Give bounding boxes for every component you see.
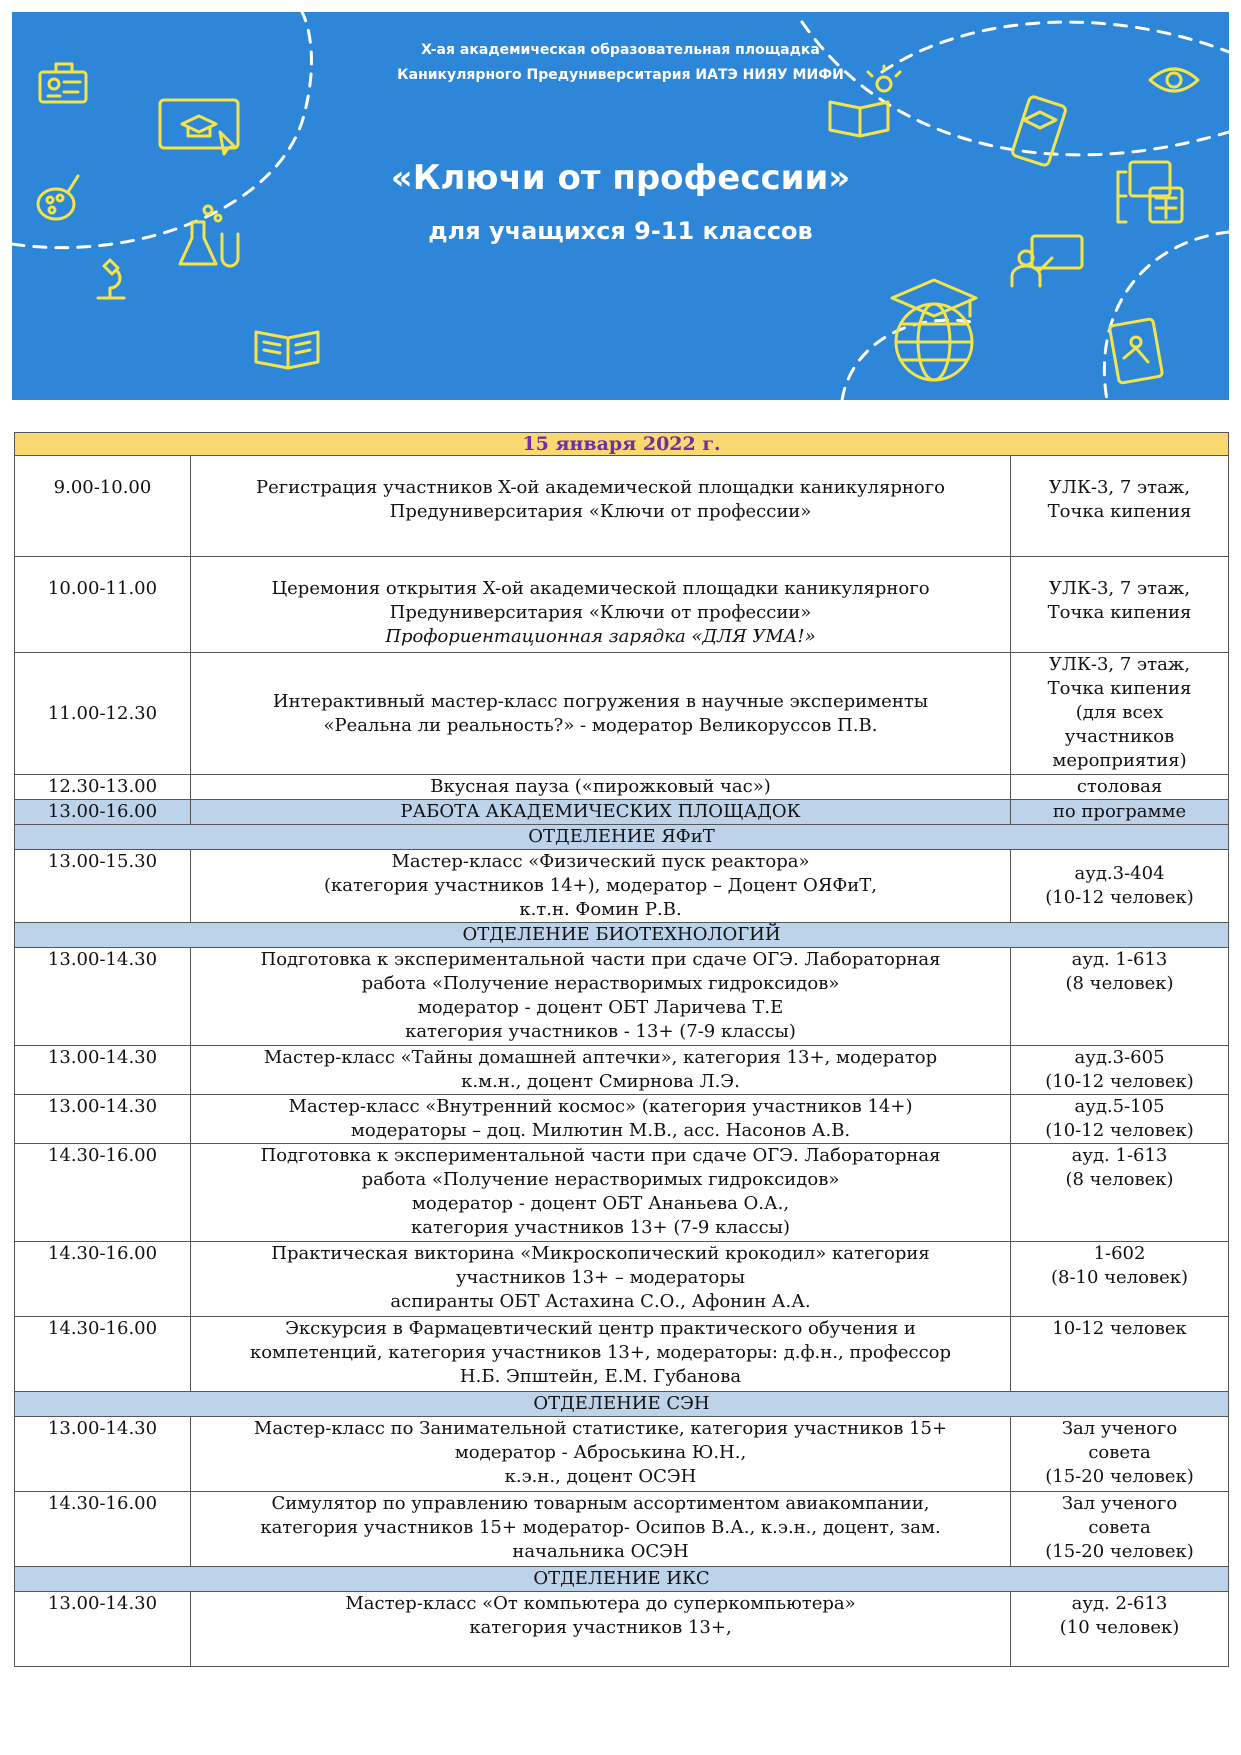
event-description [191,1317,1011,1392]
event-place [1011,456,1229,557]
event-description [191,1144,1011,1242]
description-line: Мастер-класс «Тайны домашней аптечки», категория 13+, модератор [263,1047,938,1068]
event-description [191,1492,1011,1567]
event-place [1011,1046,1229,1095]
microscope-icon [98,260,124,298]
place-line: мероприятия) [1052,750,1187,771]
place-line: по программе [1052,801,1187,822]
banner-subtitle: для учащихся 9-11 классов [428,217,813,245]
event-row [15,1144,1229,1242]
place-line: (8 человек) [1065,1169,1174,1190]
place-line: Точка кипения [1047,602,1192,623]
event-place [1011,1317,1229,1392]
event-description [191,1592,1011,1667]
place-line: УЛК-3, 7 этаж, [1048,477,1191,498]
event-time: 14.30-16.00 [15,1144,191,1242]
place-line: совета [1088,1442,1151,1463]
event-row [15,1592,1229,1667]
place-line: ауд. 2-613 [1071,1593,1168,1614]
description-line: категория участников - 13+ (7-9 классы) [405,1021,796,1042]
section-row [15,825,1229,850]
description-line: компетенций, категория участников 13+, модераторы: д.ф.н., профессор [249,1342,952,1363]
event-description [191,1417,1011,1492]
description-line: работа «Получение нерастворимых гидроксидов» [361,1169,840,1190]
description-line: модератор - Аброськина Ю.Н., [454,1442,747,1463]
smartphone-icon [1011,96,1066,167]
event-description [191,1046,1011,1095]
place-line: 1-602 [1093,1243,1146,1264]
banner-line-1: X-ая академическая образовательная площадка [421,42,820,58]
event-place [1011,1144,1229,1242]
place-line: (15-20 человек) [1045,1466,1194,1487]
description-line: к.э.н., доцент ОСЭН [504,1466,697,1487]
section-title: ОТДЕЛЕНИЕ БИОТЕХНОЛОГИЙ [15,923,1229,948]
description-line: к.т.н. Фомин Р.В. [519,899,682,920]
description-line: категория участников 13+, [469,1617,732,1638]
place-line: Точка кипения [1047,678,1192,699]
description-line: модераторы – доц. Милютин М.В., асс. Насонов А.В. [350,1120,851,1141]
event-time: 14.30-16.00 [15,1492,191,1567]
section-title: ОТДЕЛЕНИЕ ЯФиТ [15,825,1229,850]
description-line: Предуниверситария «Ключи от профессии» [389,602,812,623]
event-time: 14.30-16.00 [15,1242,191,1317]
place-line: столовая [1076,776,1163,797]
event-time: 13.00-14.30 [15,1417,191,1492]
globe-graduation-cap-icon [892,280,976,380]
event-description [191,456,1011,557]
description-line: (категория участников 14+), модератор – Доцент ОЯФиТ, [323,875,878,896]
event-time: 13.00-16.00 [15,800,191,825]
description-line: модератор - доцент ОБТ Ларичева Т.Е [417,997,784,1018]
description-line: аспиранты ОБТ Астахина С.О., Афонин А.А. [390,1291,811,1312]
place-line: Зал ученого [1061,1418,1178,1439]
event-row [15,775,1229,800]
event-description [191,948,1011,1046]
description-line: «Реальна ли реальность?» - модератор Великоруссов П.В. [323,714,878,736]
place-line: УЛК-3, 7 этаж, [1048,578,1191,599]
banner-line-2: Каникулярного Предуниверситария ИАТЭ НИЯУ МИФИ [397,67,844,83]
description-line: Вкусная пауза («пирожковый час») [430,776,771,797]
event-place [1011,1592,1229,1667]
event-place [1011,1242,1229,1317]
place-line: ауд. 1-613 [1071,1145,1168,1166]
description-line: категория участников 15+ модератор- Осипов В.А., к.э.н., доцент, зам. [260,1517,941,1538]
event-time: 9.00-10.00 [15,456,191,557]
section-title: ОТДЕЛЕНИЕ СЭН [15,1392,1229,1417]
place-line: совета [1088,1517,1151,1538]
description-line: Подготовка к экспериментальной части при сдаче ОГЭ. Лабораторная [260,949,941,970]
place-line: УЛК-3, 7 этаж, [1048,654,1191,675]
place-line: (10 человек) [1059,1617,1180,1638]
place-line: ауд.5-105 [1074,1096,1165,1117]
event-description [191,1095,1011,1144]
description-line: Церемония открытия X-ой академической площадки каникулярного [271,578,930,599]
event-row [15,1242,1229,1317]
description-line: РАБОТА АКАДЕМИЧЕСКИХ ПЛОЩАДОК [400,801,801,822]
event-place [1011,653,1229,775]
event-description [191,557,1011,653]
description-line: Подготовка к экспериментальной части при сдаче ОГЭ. Лабораторная [260,1145,941,1166]
description-line: категория участников 13+ (7-9 классы) [410,1217,791,1238]
event-row [15,1046,1229,1095]
section-title: ОТДЕЛЕНИЕ ИКС [15,1567,1229,1592]
event-description [191,775,1011,800]
place-line: Зал ученого [1061,1493,1178,1514]
place-line: Точка кипения [1047,501,1192,522]
date-row [15,433,1229,456]
event-time: 10.00-11.00 [15,557,191,653]
description-line: Мастер-класс «Внутренний космос» (категория участников 14+) [288,1096,913,1117]
program-row [15,800,1229,825]
event-time: 14.30-16.00 [15,1317,191,1392]
description-line: Мастер-класс «Физический пуск реактора» [391,851,810,872]
event-description [191,800,1011,825]
description-line: Интерактивный мастер-класс погружения в научные эксперименты [272,690,929,712]
event-row [15,557,1229,653]
event-place [1011,1417,1229,1492]
description-line: Экскурсия в Фармацевтический центр практического обучения и [285,1318,916,1339]
section-row [15,923,1229,948]
description-italic-line: Профориентационная зарядка «ДЛЯ УМА!» [385,626,816,647]
event-time: 11.00-12.30 [15,653,191,775]
event-row [15,653,1229,775]
description-line: модератор - доцент ОБТ Ананьева О.А., [411,1193,790,1214]
event-place [1011,1095,1229,1144]
place-line: участников [1064,726,1175,747]
event-row [15,948,1229,1046]
event-place [1011,850,1229,923]
place-line: (10-12 человек) [1045,1120,1194,1141]
description-line: к.м.н., доцент Смирнова Л.Э. [461,1071,740,1092]
event-place [1011,1492,1229,1567]
event-description [191,1242,1011,1317]
description-line: Мастер-класс «От компьютера до суперкомпьютера» [345,1593,856,1614]
description-line: Практическая викторина «Микроскопический крокодил» категория [271,1243,930,1264]
event-row [15,1417,1229,1492]
dashed-curve-bottom-right [1104,232,1229,400]
event-row [15,1492,1229,1567]
event-time: 13.00-15.30 [15,850,191,923]
open-book-icon [256,332,318,368]
place-line: (10-12 человек) [1045,1071,1194,1092]
description-line: Предуниверситария «Ключи от профессии» [389,501,812,522]
place-line: (8-10 человек) [1050,1267,1189,1288]
event-place [1011,948,1229,1046]
event-row [15,1095,1229,1144]
description-line: Мастер-класс по Занимательной статистике, категория участников 15+ [253,1418,948,1439]
header-banner [12,12,1229,400]
event-description [191,850,1011,923]
event-time: 13.00-14.30 [15,1095,191,1144]
laptop-education-icon [160,100,238,154]
event-time: 12.30-13.00 [15,775,191,800]
schedule-date: 15 января 2022 г. [15,433,1229,456]
place-line: ауд.3-404 [1074,863,1165,884]
place-line: (для всех [1075,702,1164,723]
place-line: ауд.3-605 [1074,1047,1165,1068]
description-line: участников 13+ – модераторы [455,1267,746,1288]
description-line: работа «Получение нерастворимых гидроксидов» [361,973,840,994]
clipboard-science-icon [1109,319,1162,384]
event-time: 13.00-14.30 [15,1046,191,1095]
event-row [15,850,1229,923]
event-place [1011,775,1229,800]
event-place [1011,800,1229,825]
place-line: (8 человек) [1065,973,1174,994]
place-line: (10-12 человек) [1045,887,1194,908]
event-time: 13.00-14.30 [15,948,191,1046]
event-row [15,1317,1229,1392]
event-description [191,653,1011,775]
description-line: Н.Б. Эпштейн, Е.М. Губанова [459,1366,742,1387]
place-line: (15-20 человек) [1045,1541,1194,1562]
description-line: Регистрация участников X-ой академической площадки каникулярного [255,477,946,498]
event-time: 13.00-14.30 [15,1592,191,1667]
section-row [15,1392,1229,1417]
place-line: 10-12 человек [1052,1318,1187,1339]
banner-title: «Ключи от профессии» [390,158,851,198]
event-place [1011,557,1229,653]
event-row [15,456,1229,557]
section-row [15,1567,1229,1592]
description-line: начальника ОСЭН [512,1541,689,1562]
place-line: ауд. 1-613 [1071,949,1168,970]
schedule-table [14,432,1229,1667]
description-line: Симулятор по управлению товарным ассортиментом авиакомпании, [271,1493,930,1514]
